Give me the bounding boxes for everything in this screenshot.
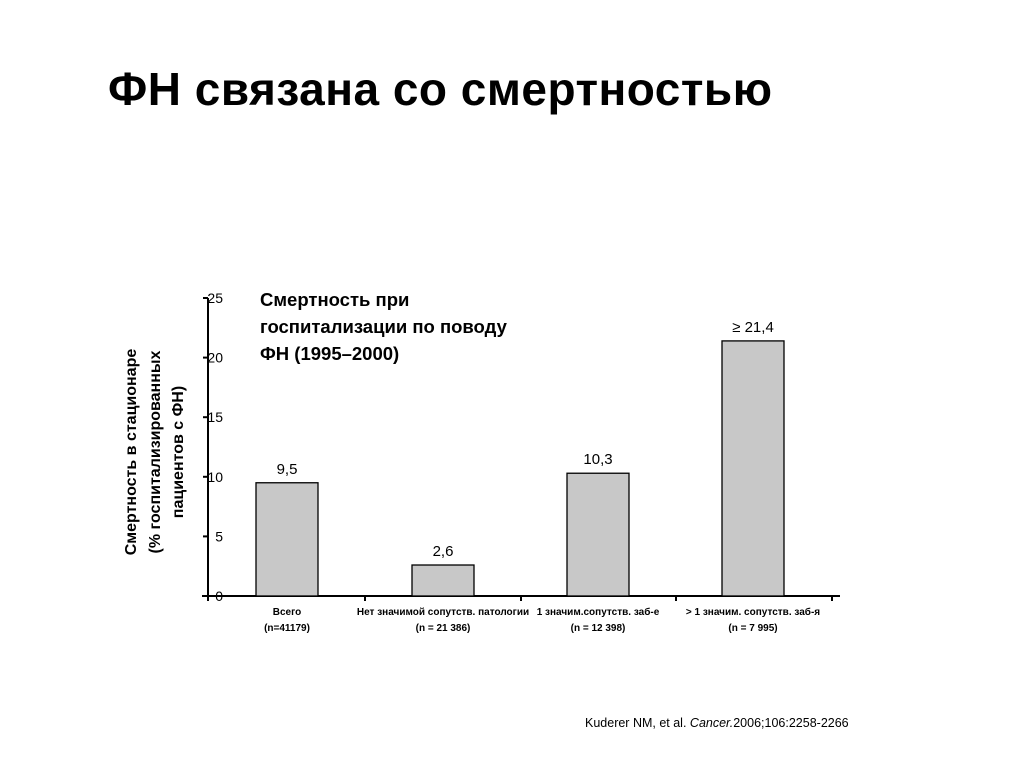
category-label: 1 значим.сопутств. заб-е [536,607,660,618]
category-count-label: (n = 12 398) [570,623,626,634]
y-tick-label: 10 [207,468,223,485]
category-count-label: (n=41179) [264,623,310,634]
category-label: Всего [272,607,302,618]
slide-title: ФН связана со смертностью [108,63,773,115]
chart-title-line: ФН (1995–2000) [260,343,400,364]
y-axis-label-line: (% госпитализированных [147,350,164,554]
chart-title-line: Смертность при [260,289,410,310]
category-label: > 1 значим. сопутств. заб-я [685,607,821,618]
y-tick-label: 25 [207,290,223,306]
category-count-label: (n = 21 386) [415,623,471,634]
y-tick-label: 15 [207,409,223,426]
citation-details: 2006;106:2258-2266 [733,716,849,730]
y-tick-label: 0 [215,588,223,604]
y-axis-label-line: пациентов с ФН) [170,385,187,519]
bar [722,341,784,596]
bar [412,565,474,596]
category-label: Нет значимой сопутств. патологии [356,607,530,618]
y-tick-label: 20 [207,349,223,366]
bar [567,473,629,596]
data-label: 10,3 [583,451,613,469]
data-label: ≥ 21,4 [732,318,774,336]
y-tick-label: 5 [215,528,223,545]
category-count-label: (n = 7 995) [728,623,778,634]
data-label: 2,6 [432,543,454,561]
citation-authors: Kuderer NM, et al. [585,716,687,730]
citation [585,716,849,730]
bar [256,483,318,596]
data-label: 9,5 [276,460,298,478]
citation-journal: Cancer. [689,716,734,730]
chart-title-line: госпитализации по поводу [260,316,507,337]
y-axis-label-line: Смертность в стационаре [123,348,140,556]
